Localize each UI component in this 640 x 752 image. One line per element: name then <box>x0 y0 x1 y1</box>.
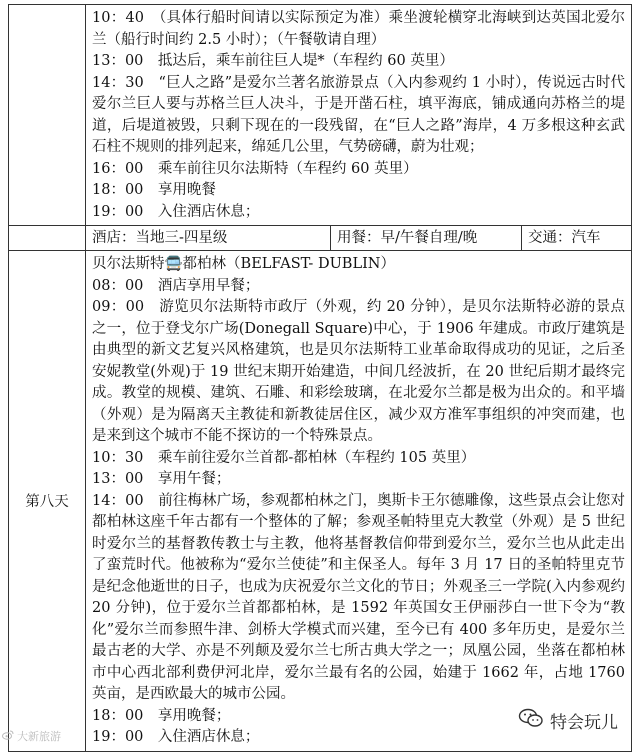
day8-line-dinner: 18：00 享用晚餐； <box>92 707 231 724</box>
day7-line-ferry: 10：40 （具体行船时间请以实际预定为准）乘坐渡轮横穿北海峡到达英国北爱尔兰（船行时间约 2.5 小时）；（午餐敬请自理） <box>92 10 625 48</box>
day8-label-cell <box>9 251 86 752</box>
itinerary-table <box>8 4 632 752</box>
day7-line-giants-causeway: 14：30 “巨人之路”是爱尔兰著名旅游景点（入内参观约 1 小时），传说远古时代爱尔兰巨人要与苏格兰巨人决斗，于是开凿石柱，填平海底，铺成通向苏格兰的堤道，后堤道被毁，只剩下现在的一段残留，在“巨人之路”海岸，4 万多根这种玄武石柱不规则的排列起来，绵延几公里，气势磅礴，蔚为壮观； <box>92 74 625 155</box>
day8-line-route: 贝尔法斯特🚍都柏林（BELFAST- DUBLIN） <box>92 256 395 272</box>
day8-line-hotel: 19：00 入住酒店休息； <box>92 729 260 745</box>
day8-row <box>9 251 632 752</box>
day8-schedule-cell <box>86 251 632 752</box>
wechat-icon <box>518 708 544 733</box>
day7-info-cell <box>86 226 632 251</box>
weibo-icon <box>2 730 14 743</box>
day7-line-hotel: 19：00 入住酒店休息； <box>92 203 260 220</box>
wechat-watermark-text: 特会玩儿 <box>550 713 618 733</box>
day8-line-lunch: 13：00 享用午餐； <box>92 471 231 487</box>
day7-hotel-row <box>9 226 632 251</box>
hotel-info: 酒店：当地三-四星级 <box>92 230 228 246</box>
weibo-watermark <box>2 728 61 744</box>
day8-line-to-dublin: 10：30 乘车前往爱尔兰首都-都柏林（车程约 105 英里） <box>92 449 476 466</box>
day7-line-dinner: 18：00 享用晚餐 <box>92 182 216 198</box>
day8-line-city-hall: 09：00 游览贝尔法斯特市政厅（外观，约 20 分钟），是贝尔法斯特必游的景点之一，位于登戈尔广场(Donegall Square)中心，于 1906 年建成。市政厅建筑是由典型的新文艺复兴风格建筑，也是贝尔法斯特工业革命取得成功的见证，之后圣安妮教堂(外观)于 19 世纪末期开始建造，中间几经波折，在 20 世纪后期才最终完成。教堂的规模、建筑、石雕、和彩绘玻璃，在北爱尔兰都是极为出众的。和平墙（外观）是为隔离天主教徒和新教徒居住区，减少双方准军事组织的冲突而建，也是来到这个城市不能不探访的一个特殊景点。 <box>92 299 625 444</box>
day8-label: 第八天 <box>25 494 69 511</box>
day7-line-to-belfast: 16：00 乘车前往贝尔法斯特（车程约 60 英里） <box>92 160 418 177</box>
day7-label-cell <box>9 5 86 226</box>
weibo-watermark-text: 大新旅游 <box>17 730 61 743</box>
itinerary-sheet <box>8 4 632 752</box>
day7-line-arrive: 13：00 抵达后，乘车前往巨人堤*（车程约 60 英里） <box>92 53 454 69</box>
day7-hotel-label-cell <box>9 226 86 251</box>
day7-row <box>9 5 632 226</box>
transport-info: 交通：汽车 <box>521 226 631 250</box>
day7-schedule-cell <box>86 5 632 226</box>
day8-line-breakfast: 08：00 酒店享用早餐； <box>92 277 260 294</box>
meal-info: 用餐：早/午餐自理/晚 <box>330 226 521 250</box>
wechat-watermark <box>514 708 622 733</box>
day8-line-dublin-tour: 14：00 前往梅林广场，参观都柏林之门，奥斯卡王尔德雕像，这些景点会让您对都柏林这座千年古都有一个整体的了解；参观圣帕特里克大教堂（外观）是 5 世纪时爱尔兰的基督教传教士与主教，他将基督教信仰带到爱尔兰，爱尔兰也从此走出了蛮荒时代。他被称为“爱尔兰使徒”和主保圣人。每年 3 月 17 日的圣帕特里克节是纪念他逝世的日子，也成为庆祝爱尔兰文化的节日；外观圣三一学院(入内参观约 20 分钟)，位于爱尔兰首都都柏林，是 1592 年英国女王伊丽莎白一世下令为“教化”爱尔兰而参照牛津、剑桥大学模式而兴建，至今已有 400 多年历史，是爱尔兰最古老的大学、亦是不列颠及爱尔兰七所古典大学之一；凤凰公园，坐落在都柏林市中心西北部利费伊河北岸，爱尔兰最有名的公园，始建于 1662 年，占地 1760 英亩，是西欧最大的城市公园。 <box>92 492 625 702</box>
